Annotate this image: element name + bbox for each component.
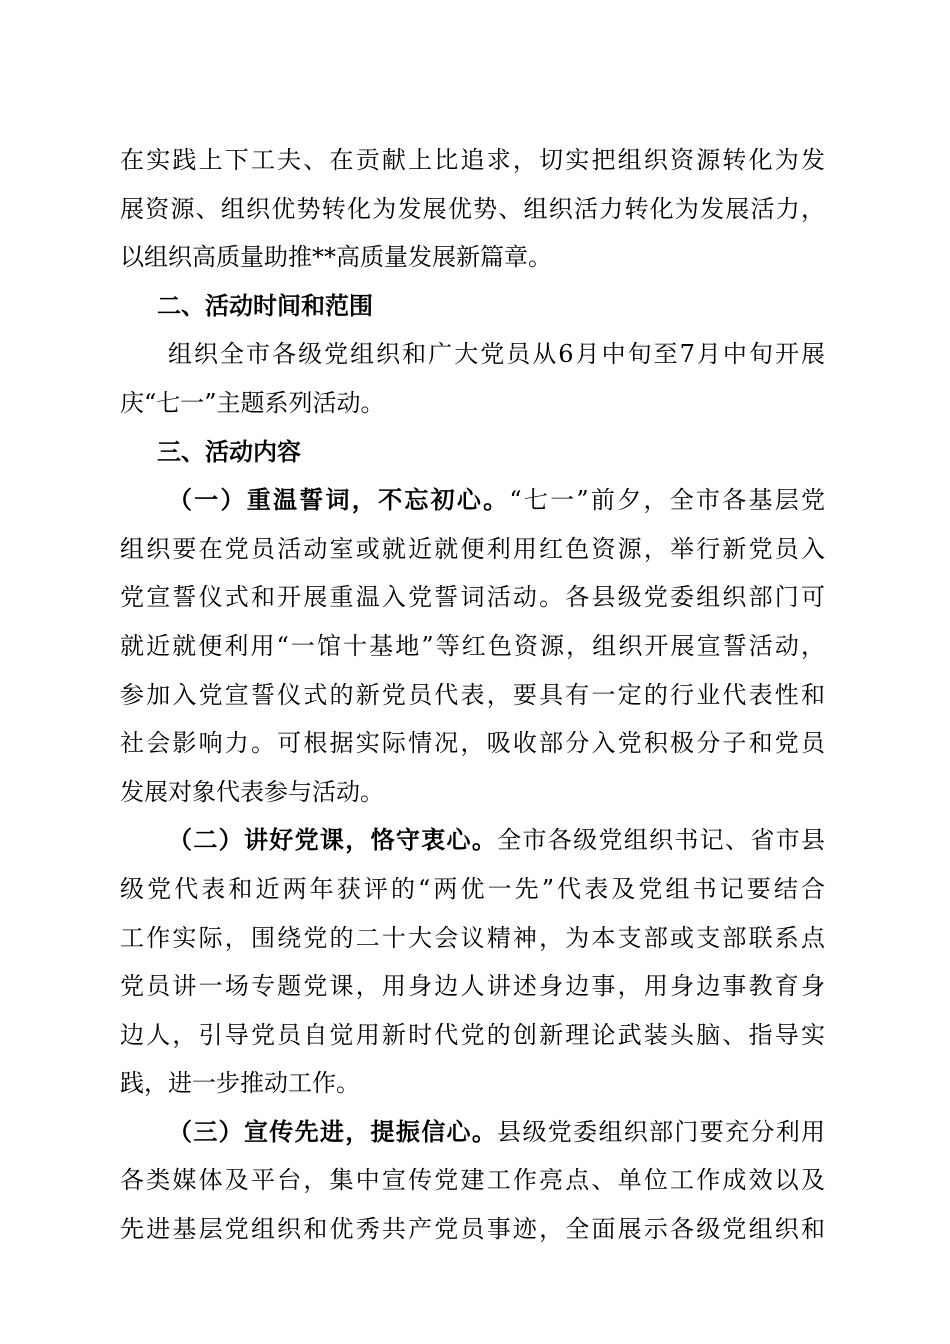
- paragraph-line: 工作实际，围绕党的二十大会议精神，为本支部或支部联系点: [120, 923, 825, 952]
- section-heading-2: 二、活动时间和范围: [157, 291, 373, 320]
- paragraph-line: 边人，引导党员自觉用新时代党的创新理论武装头脑、指导实: [120, 1020, 825, 1049]
- paragraph-line: 党宣誓仪式和开展重温入党誓词活动。各县级党委组织部门可: [120, 583, 825, 612]
- item-1-text: “七一”前夕，全市各基层党: [509, 486, 825, 515]
- paragraph-line: 党员讲一场专题党课，用身边人讲述身边事，用身边事教育身: [120, 972, 825, 1001]
- paragraph-line: 组织要在党员活动室或就近就便利用红色资源，举行新党员入: [120, 534, 825, 563]
- item-3-first-line: [120, 1108, 825, 1157]
- paragraph-line: 在实践上下工夫、在贡献上比追求，切实把组织资源转化为发: [120, 146, 825, 174]
- item-2-text: 全市各级党组织书记、省市县: [497, 826, 825, 855]
- paragraph-line: 就近就便利用“一馆十基地”等红色资源，组织开展宣誓活动，: [120, 631, 825, 660]
- item-3-lead: （三）宣传先进，提振信心。: [168, 1117, 498, 1146]
- paragraph-line: 参加入党宣誓仪式的新党员代表，要具有一定的行业代表性和: [120, 680, 825, 709]
- item-3-text: 县级党委组织部门要充分利用: [497, 1117, 825, 1146]
- document-body: [120, 136, 825, 1254]
- item-2-lead: （二）讲好党课，恪守衷心。: [168, 826, 498, 855]
- item-1-first-line: [120, 476, 825, 525]
- paragraph-line: 发展对象代表参与活动。: [120, 777, 384, 806]
- paragraph-line: 级党代表和近两年获评的“两优一先”代表及党组书记要结合: [120, 874, 825, 903]
- paragraph-line: 展资源、组织优势转化为发展优势、组织活力转化为发展活力，: [120, 194, 825, 223]
- paragraph-line: 庆“七一”主题系列活动。: [120, 388, 385, 417]
- item-2-first-line: [120, 816, 825, 865]
- item-1-lead: （一）重温誓词，不忘初心。: [168, 486, 510, 515]
- paragraph-line: 各类媒体及平台，集中宣传党建工作亮点、单位工作成效以及: [120, 1166, 825, 1195]
- paragraph-line: 先进基层党组织和优秀共产党员事迹，全面展示各级党组织和: [120, 1215, 825, 1244]
- paragraph-line: 社会影响力。可根据实际情况，吸收部分入党积极分子和党员: [120, 729, 825, 758]
- paragraph-line: 以组织高质量助推**高质量发展新篇章。: [120, 243, 552, 272]
- paragraph-line: 践，进一步推动工作。: [120, 1069, 360, 1098]
- section-heading-3: 三、活动内容: [157, 437, 301, 466]
- paragraph-line: 组织全市各级党组织和广大党员从6月中旬至7月中旬开展: [168, 340, 825, 369]
